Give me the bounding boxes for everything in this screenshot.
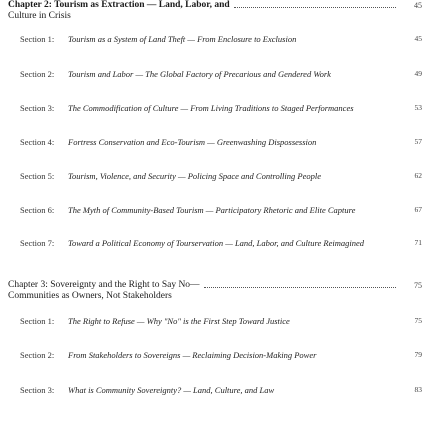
chapter-title-line2: Culture in Crisis xyxy=(8,11,71,21)
section-label: Section 6: xyxy=(20,205,55,215)
section-title: Tourism and Labor — The Global Factory of Precarious and Gendered Work xyxy=(68,69,331,79)
toc-section xyxy=(20,350,422,360)
section-label: Section 3: xyxy=(20,385,55,395)
section-label: Section 4: xyxy=(20,137,55,147)
toc-section xyxy=(20,103,422,113)
toc-section xyxy=(20,69,422,79)
section-title: The Myth of Community-Based Tourism — Participatory Rhetoric and Elite Capture xyxy=(68,205,356,215)
dot-leader xyxy=(204,287,396,288)
dot-leader xyxy=(234,7,396,8)
section-title: The Commodification of Culture — From Living Traditions to Staged Performances xyxy=(68,103,354,113)
section-page-number: 83 xyxy=(414,385,422,394)
toc-section xyxy=(20,205,422,215)
section-page-number: 71 xyxy=(414,238,422,247)
section-page-number: 49 xyxy=(414,69,422,78)
section-title: What is Community Sovereignty? — Land, Culture, and Law xyxy=(68,385,275,395)
section-title: The Right to Refuse — Why "No" is the First Step Toward Justice xyxy=(68,316,290,326)
chapter-heading xyxy=(8,0,422,22)
section-page-number: 62 xyxy=(414,171,422,180)
section-title: Tourism as a System of Land Theft — From Enclosure to Exclusion xyxy=(68,34,297,44)
section-label: Section 1: xyxy=(20,34,55,44)
section-label: Section 5: xyxy=(20,171,55,181)
chapter-title-line2: Communities as Owners, Not Stakeholders xyxy=(8,291,172,301)
section-page-number: 79 xyxy=(414,350,422,359)
section-page-number: 75 xyxy=(414,316,422,325)
section-label: Section 1: xyxy=(20,316,55,326)
chapter-title-line1: Chapter 2: Tourism as Extraction — Land, Labor, and xyxy=(8,0,230,10)
section-title: Fortress Conservation and Eco-Tourism — Greenwashing Dispossession xyxy=(68,137,317,147)
section-label: Section 3: xyxy=(20,103,55,113)
chapter-title-line1: Chapter 3: Sovereignty and the Right to Say No— xyxy=(8,280,200,290)
section-page-number: 67 xyxy=(414,205,422,214)
section-title: From Stakeholders to Sovereigns — Reclaiming Decision-Making Power xyxy=(68,350,317,360)
toc-section xyxy=(20,316,422,326)
section-title: Toward a Political Economy of Tourservation — Land, Labor, and Culture Reimagined xyxy=(68,238,365,248)
toc-section xyxy=(20,34,422,44)
section-label: Section 2: xyxy=(20,69,55,79)
chapter-page-number: 75 xyxy=(414,281,422,290)
section-label: Section 7: xyxy=(20,238,55,248)
toc-section xyxy=(20,238,422,248)
section-page-number: 57 xyxy=(414,137,422,146)
section-page-number: 45 xyxy=(414,34,422,43)
section-page-number: 53 xyxy=(414,103,422,112)
toc-section xyxy=(20,385,422,395)
chapter-page-number: 45 xyxy=(414,1,422,10)
section-label: Section 2: xyxy=(20,350,55,360)
toc-section xyxy=(20,137,422,147)
section-title: Tourism, Violence, and Security — Policing Space and Controlling People xyxy=(68,171,321,181)
chapter-heading xyxy=(8,280,422,302)
toc-section xyxy=(20,171,422,181)
